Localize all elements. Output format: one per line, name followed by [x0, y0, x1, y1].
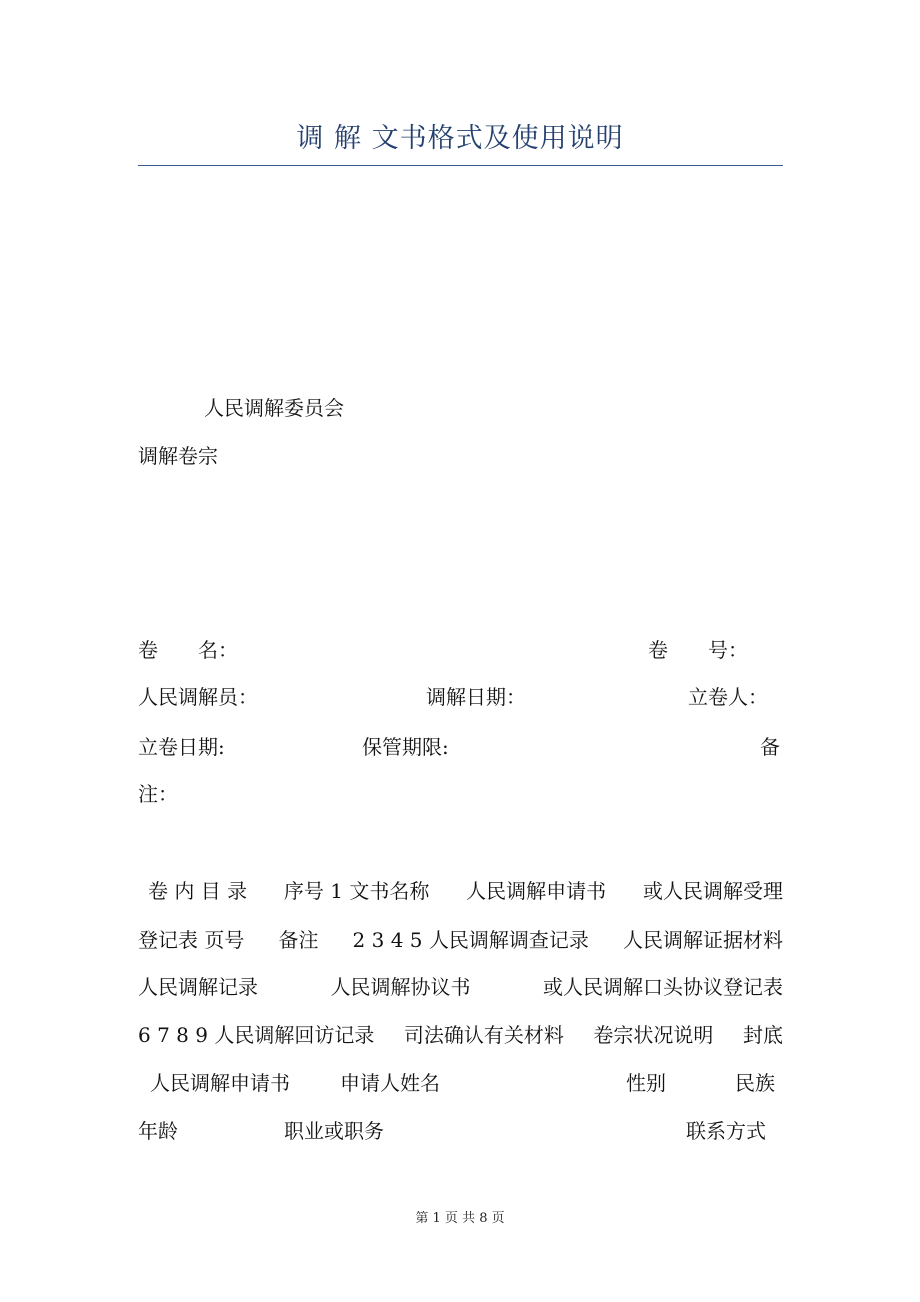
body-line-2	[138, 924, 783, 956]
body-text: 2 3 4 5 人民调解调查记录	[352, 928, 589, 952]
body-text: 备注	[278, 928, 319, 952]
mediator-label: 人民调解员：	[138, 685, 258, 709]
body-line-1	[148, 875, 783, 907]
body-text: 封底	[742, 1023, 783, 1047]
retention-label: 保管期限:	[362, 735, 449, 759]
volume-line	[138, 634, 783, 666]
body-text: 职业或职务	[284, 1119, 384, 1143]
remarks-label-part2: 注：	[138, 782, 178, 806]
committee-name: 人民调解委员会	[204, 396, 344, 420]
body-line-3	[138, 971, 783, 1003]
body-text: 人民调解记录	[138, 975, 258, 999]
volume-number-label: 卷 号：	[648, 638, 748, 662]
body-text: 司法确认有关材料	[403, 1023, 564, 1047]
body-text: 登记表 页号	[138, 928, 245, 952]
body-line-6	[138, 1115, 783, 1147]
body-text: 或人民调解受理	[642, 879, 783, 903]
filing-date-label: 立卷日期:	[138, 735, 225, 759]
volume-name-label: 卷 名：	[138, 638, 238, 662]
title-underline	[138, 165, 783, 166]
body-text: 年龄	[138, 1119, 178, 1143]
page-footer: 第 1 页 共 8 页	[415, 1211, 505, 1226]
body-text: 人民调解申请书	[466, 879, 607, 903]
body-line-5	[138, 1067, 783, 1099]
body-text: 性别	[626, 1071, 666, 1095]
body-text: 序号 1 文书名称	[283, 879, 430, 903]
dossier-label: 调解卷宗	[138, 444, 218, 468]
body-text: 民族	[735, 1071, 775, 1095]
body-text: 或人民调解口头协议登记表	[543, 975, 783, 999]
committee-line	[138, 392, 783, 424]
contents-heading: 卷 内 目 录	[148, 879, 248, 903]
body-text: 人民调解证据材料	[622, 928, 783, 952]
body-text: 申请人姓名	[340, 1071, 440, 1095]
mediation-date-label: 调解日期：	[426, 685, 526, 709]
body-text: 人民调解申请书	[150, 1071, 290, 1095]
dossier-line	[138, 440, 783, 472]
document-title: 调 解 文书格式及使用说明	[296, 123, 624, 154]
body-line-4	[138, 1019, 783, 1051]
body-text: 6 7 8 9 人民调解回访记录	[138, 1023, 375, 1047]
filer-label: 立卷人：	[688, 685, 768, 709]
remarks-line	[138, 778, 783, 810]
mediator-line	[138, 681, 783, 713]
body-text: 联系方式	[686, 1119, 766, 1143]
body-text: 卷宗状况说明	[593, 1023, 714, 1047]
remarks-label-part1: 备	[760, 735, 780, 759]
body-text: 人民调解协议书	[330, 975, 471, 999]
filing-line	[138, 731, 783, 763]
